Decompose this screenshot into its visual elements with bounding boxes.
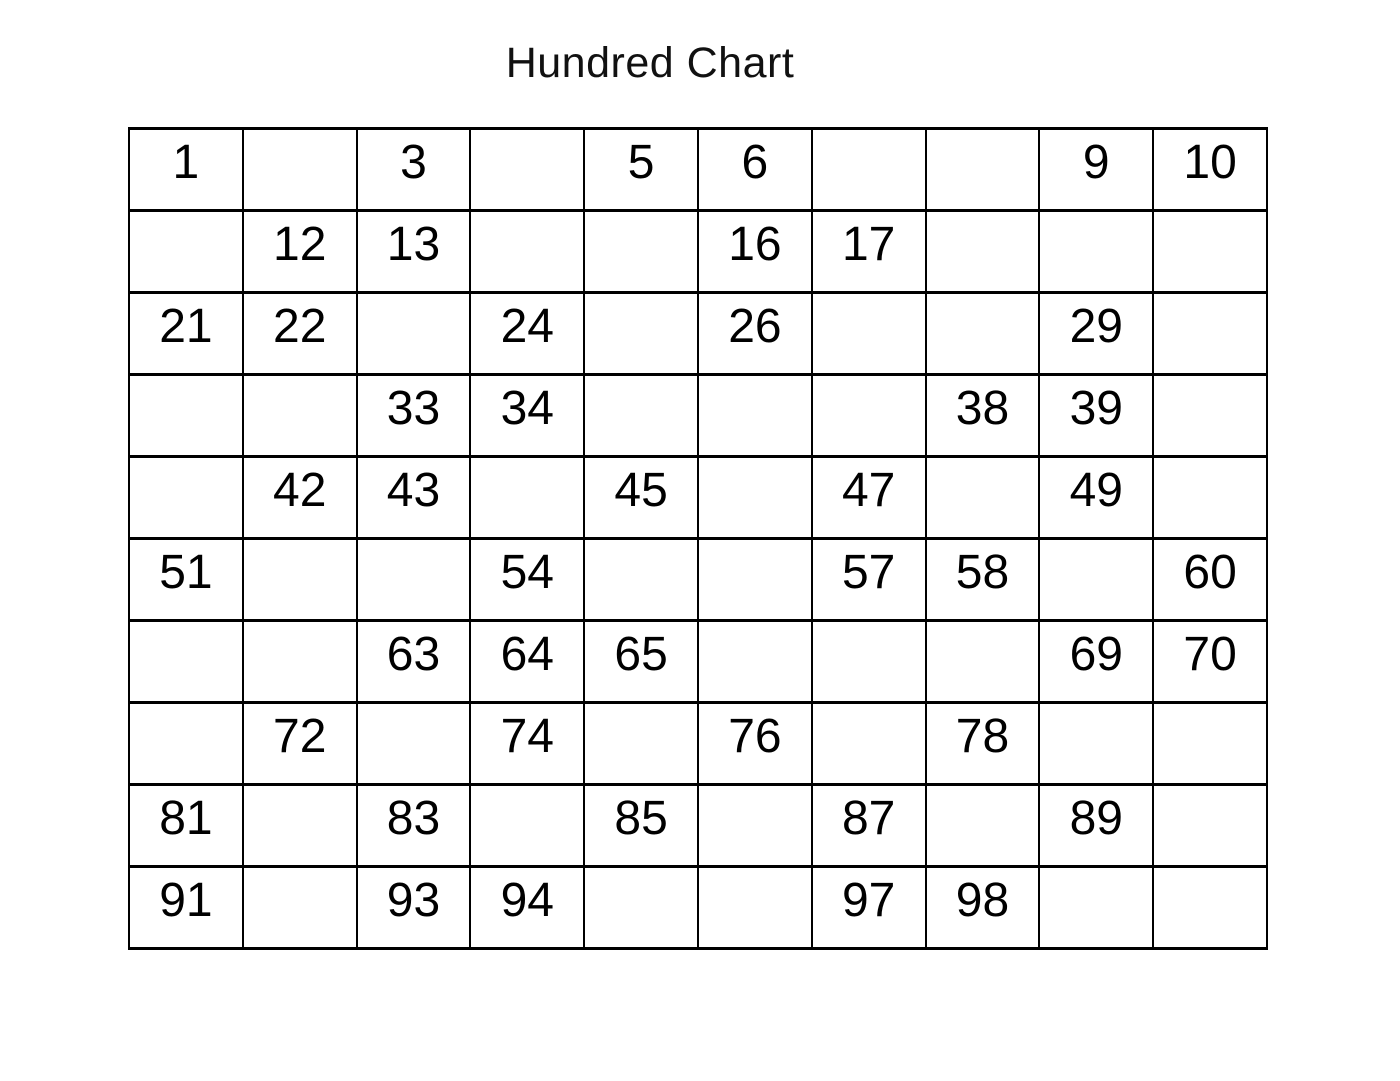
grid-cell-empty bbox=[812, 129, 926, 211]
grid-cell-empty bbox=[129, 375, 243, 457]
grid-cell: 87 bbox=[812, 785, 926, 867]
grid-cell-empty bbox=[698, 785, 812, 867]
hundred-chart-grid bbox=[128, 127, 1268, 950]
grid-cell-empty bbox=[470, 785, 584, 867]
grid-cell: 98 bbox=[926, 867, 1040, 949]
grid-cell-empty bbox=[1153, 867, 1267, 949]
grid-cell: 5 bbox=[584, 129, 698, 211]
grid-cell: 24 bbox=[470, 293, 584, 375]
grid-cell: 26 bbox=[698, 293, 812, 375]
grid-cell-empty bbox=[1153, 457, 1267, 539]
grid-cell-empty bbox=[243, 129, 357, 211]
grid-cell-empty bbox=[243, 621, 357, 703]
grid-cell-empty bbox=[1153, 293, 1267, 375]
grid-cell: 45 bbox=[584, 457, 698, 539]
grid-cell: 78 bbox=[926, 703, 1040, 785]
grid-cell-empty bbox=[470, 457, 584, 539]
grid-cell-empty bbox=[470, 211, 584, 293]
grid-row bbox=[129, 621, 1267, 703]
grid-cell-empty bbox=[243, 785, 357, 867]
grid-cell: 13 bbox=[357, 211, 471, 293]
grid-cell-empty bbox=[584, 375, 698, 457]
grid-cell-empty bbox=[243, 867, 357, 949]
grid-row bbox=[129, 539, 1267, 621]
grid-cell: 72 bbox=[243, 703, 357, 785]
grid-cell: 6 bbox=[698, 129, 812, 211]
grid-cell-empty bbox=[926, 457, 1040, 539]
grid-cell-empty bbox=[584, 867, 698, 949]
grid-cell-empty bbox=[926, 621, 1040, 703]
grid-cell-empty bbox=[1153, 785, 1267, 867]
grid-cell-empty bbox=[357, 703, 471, 785]
grid-cell: 21 bbox=[129, 293, 243, 375]
grid-cell-empty bbox=[243, 539, 357, 621]
grid-cell-empty bbox=[812, 375, 926, 457]
grid-cell-empty bbox=[812, 293, 926, 375]
grid-cell: 33 bbox=[357, 375, 471, 457]
grid-cell-empty bbox=[1153, 375, 1267, 457]
grid-cell: 74 bbox=[470, 703, 584, 785]
grid-cell-empty bbox=[698, 375, 812, 457]
grid-row bbox=[129, 785, 1267, 867]
grid-cell-empty bbox=[812, 621, 926, 703]
grid-row bbox=[129, 211, 1267, 293]
grid-cell: 51 bbox=[129, 539, 243, 621]
grid-cell: 65 bbox=[584, 621, 698, 703]
grid-cell-empty bbox=[698, 621, 812, 703]
grid-cell-empty bbox=[584, 703, 698, 785]
grid-row bbox=[129, 867, 1267, 949]
grid-cell: 69 bbox=[1039, 621, 1153, 703]
grid-row bbox=[129, 457, 1267, 539]
grid-cell-empty bbox=[129, 211, 243, 293]
grid-cell: 49 bbox=[1039, 457, 1153, 539]
page-title: Hundred Chart bbox=[505, 39, 795, 87]
grid-cell-empty bbox=[584, 293, 698, 375]
grid-cell: 43 bbox=[357, 457, 471, 539]
grid-cell-empty bbox=[698, 539, 812, 621]
grid-cell-empty bbox=[698, 867, 812, 949]
grid-cell-empty bbox=[926, 785, 1040, 867]
grid-cell: 22 bbox=[243, 293, 357, 375]
grid-cell-empty bbox=[357, 539, 471, 621]
grid-cell-empty bbox=[926, 293, 1040, 375]
grid-row bbox=[129, 293, 1267, 375]
grid-cell: 57 bbox=[812, 539, 926, 621]
grid-cell-empty bbox=[1039, 539, 1153, 621]
grid-cell-empty bbox=[1039, 211, 1153, 293]
grid-cell-empty bbox=[1039, 867, 1153, 949]
grid-cell: 93 bbox=[357, 867, 471, 949]
grid-row bbox=[129, 703, 1267, 785]
grid-cell-empty bbox=[584, 211, 698, 293]
grid-cell-empty bbox=[129, 703, 243, 785]
grid-cell: 38 bbox=[926, 375, 1040, 457]
grid-cell-empty bbox=[129, 457, 243, 539]
grid-cell-empty bbox=[243, 375, 357, 457]
grid-cell: 42 bbox=[243, 457, 357, 539]
grid-cell: 29 bbox=[1039, 293, 1153, 375]
grid-cell: 3 bbox=[357, 129, 471, 211]
grid-cell: 54 bbox=[470, 539, 584, 621]
grid-cell-empty bbox=[584, 539, 698, 621]
grid-cell: 85 bbox=[584, 785, 698, 867]
grid-cell: 70 bbox=[1153, 621, 1267, 703]
grid-cell: 63 bbox=[357, 621, 471, 703]
grid-cell: 34 bbox=[470, 375, 584, 457]
grid-row bbox=[129, 129, 1267, 211]
grid-row bbox=[129, 375, 1267, 457]
grid-cell-empty bbox=[698, 457, 812, 539]
grid-cell: 64 bbox=[470, 621, 584, 703]
grid-cell: 58 bbox=[926, 539, 1040, 621]
grid-cell: 91 bbox=[129, 867, 243, 949]
grid-cell-empty bbox=[357, 293, 471, 375]
grid-cell-empty bbox=[129, 621, 243, 703]
grid-cell: 17 bbox=[812, 211, 926, 293]
grid-cell: 94 bbox=[470, 867, 584, 949]
grid-cell: 76 bbox=[698, 703, 812, 785]
grid-cell: 12 bbox=[243, 211, 357, 293]
grid-cell-empty bbox=[926, 129, 1040, 211]
grid-cell-empty bbox=[1153, 211, 1267, 293]
grid-cell: 10 bbox=[1153, 129, 1267, 211]
grid-cell-empty bbox=[1153, 703, 1267, 785]
grid-cell: 97 bbox=[812, 867, 926, 949]
grid-cell-empty bbox=[926, 211, 1040, 293]
grid-cell: 81 bbox=[129, 785, 243, 867]
grid-cell: 16 bbox=[698, 211, 812, 293]
grid-cell: 60 bbox=[1153, 539, 1267, 621]
grid-cell: 83 bbox=[357, 785, 471, 867]
grid-cell-empty bbox=[812, 703, 926, 785]
grid-cell: 47 bbox=[812, 457, 926, 539]
grid-cell: 39 bbox=[1039, 375, 1153, 457]
grid-cell-empty bbox=[470, 129, 584, 211]
grid-cell: 89 bbox=[1039, 785, 1153, 867]
grid-cell-empty bbox=[1039, 703, 1153, 785]
grid-cell: 9 bbox=[1039, 129, 1153, 211]
grid-cell: 1 bbox=[129, 129, 243, 211]
